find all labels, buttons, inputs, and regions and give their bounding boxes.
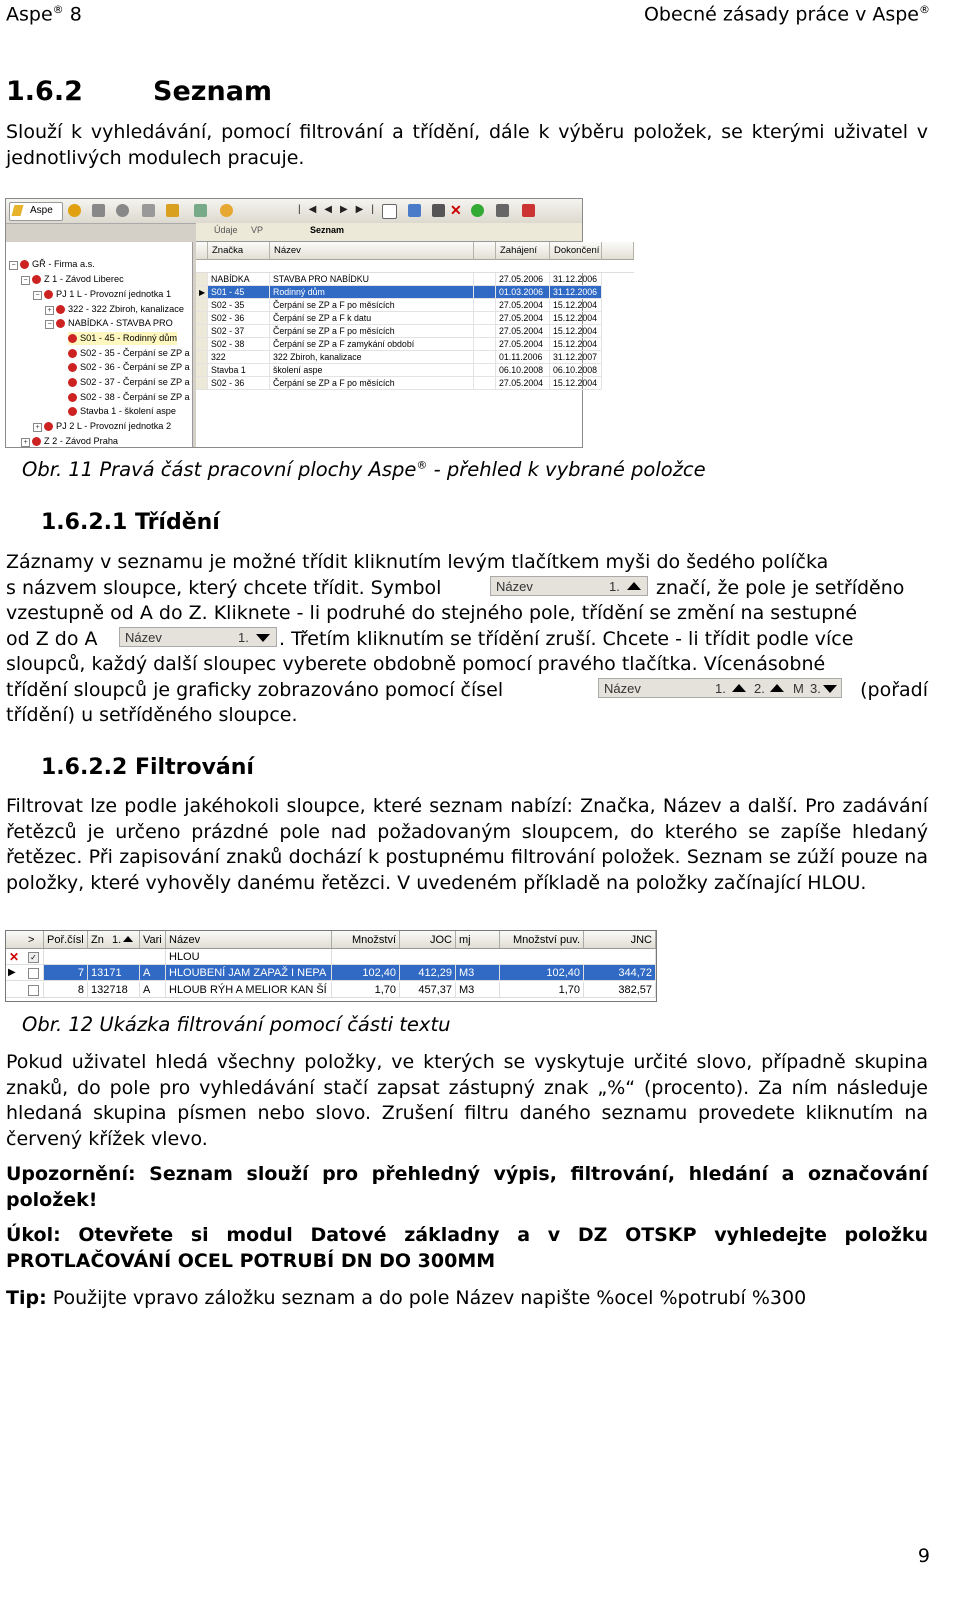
sync-icon[interactable]	[471, 204, 484, 217]
table-cell	[474, 273, 496, 286]
expand-icon[interactable]: +	[45, 306, 54, 315]
tree-item[interactable]: S02 - 35 - Čerpání se ZP a	[68, 347, 190, 360]
table-row[interactable]	[196, 286, 598, 299]
table-cell: 412,29	[400, 965, 456, 981]
tree-item[interactable]: 322 - 322 Zbiroh, kanalizace	[56, 303, 184, 316]
table-cell: Stavba 1	[208, 364, 270, 377]
tree-item[interactable]: S02 - 37 - Čerpání se ZP a	[68, 376, 190, 389]
sort-line-4a: od Z do A	[6, 628, 98, 650]
table-cell: NABÍDKA	[208, 273, 270, 286]
table-cell: 8	[44, 982, 88, 998]
table-cell	[474, 325, 496, 338]
figure-11-caption: Obr. 11 Pravá část pracovní plochy Aspe® - přehled k vybrané položce	[22, 458, 706, 481]
user-icon[interactable]	[166, 204, 179, 217]
sort-ascending-icon	[627, 582, 641, 590]
refresh-icon[interactable]	[68, 204, 81, 217]
table-cell: 27.05.2006	[496, 273, 550, 286]
table-cell: A	[140, 982, 166, 998]
table-cell: 27.05.2004	[496, 312, 550, 325]
table-row[interactable]	[196, 312, 598, 325]
row-indicator	[196, 377, 208, 390]
column-header-mnozstvi[interactable]: Množství	[332, 931, 400, 949]
table-cell: S02 - 38	[208, 338, 270, 351]
table-row[interactable]	[196, 364, 598, 377]
table-cell: 132718	[88, 982, 140, 998]
pencil-icon	[12, 205, 24, 216]
table-cell: 01.11.2006	[496, 351, 550, 364]
table-cell: 15.12.2004	[550, 325, 602, 338]
tree-item[interactable]: NABÍDKA - STAVBA PRO	[56, 317, 173, 330]
table-cell	[474, 351, 496, 364]
table-cell: Čerpání se ZP a F po měsících	[270, 325, 474, 338]
tab-seznam[interactable]: Seznam	[310, 225, 345, 235]
tree-item[interactable]: S02 - 38 - Čerpání se ZP a	[68, 391, 190, 404]
filter-input-empty[interactable]	[44, 949, 166, 965]
warning-paragraph: Upozornění: Seznam slouží pro přehledný výpis, filtrování, hledání a označování položek!	[6, 1163, 928, 1211]
tree-item[interactable]: GŘ - Firma a.s.	[20, 258, 95, 271]
column-header-nazev[interactable]: Název	[166, 931, 332, 949]
save-icon[interactable]	[432, 204, 445, 217]
checkbox-icon[interactable]: ✓	[28, 952, 39, 963]
table-cell: 457,37	[400, 982, 456, 998]
table-row[interactable]	[196, 377, 598, 390]
delete-icon[interactable]: ✕	[450, 202, 462, 218]
table-cell: 06.10.2008	[550, 364, 602, 377]
table-row[interactable]	[196, 325, 598, 338]
filter-input-nazev[interactable]: HLOU	[166, 949, 332, 965]
sort-line-5: sloupců, každý další sloupec vyberete obdobně pomocí pravého tlačítka. Vícenásobné	[6, 653, 826, 675]
table-cell: S02 - 35	[208, 299, 270, 312]
settings-icon[interactable]	[496, 204, 509, 217]
table-cell: Čerpání se ZP a F po měsících	[270, 299, 474, 312]
table-row[interactable]	[196, 338, 598, 351]
table-row[interactable]	[196, 299, 598, 312]
column-header-vp[interactable]	[474, 242, 496, 260]
row-indicator-header	[196, 242, 208, 260]
tab-udaje[interactable]: Údaje	[214, 225, 238, 235]
aspe-menu-button[interactable]: Aspe	[9, 202, 63, 221]
tree-item[interactable]: Z 2 - Závod Praha	[32, 435, 118, 448]
table-cell: Čerpání se ZP a F zamykání období	[270, 338, 474, 351]
table-cell: Rodinný dům	[270, 286, 474, 299]
sort-line-3: vzestupně od A do Z. Kliknete - li podruhé do stejného pole, třídění se změní na sestupné	[6, 602, 858, 624]
row-indicator	[196, 338, 208, 351]
table-cell: 322	[208, 351, 270, 364]
export-icon[interactable]	[522, 204, 535, 217]
table-cell: STAVBA PRO NABÍDKU	[270, 273, 474, 286]
running-header-left: Aspe® 8	[6, 3, 82, 26]
tree-item[interactable]: Stavba 1 - školení aspe	[68, 405, 176, 418]
table-cell: školení aspe	[270, 364, 474, 377]
table-row[interactable]	[196, 273, 598, 286]
table-cell: Čerpání se ZP a F k datu	[270, 312, 474, 325]
running-header-right: Obecné zásady práce v Aspe®	[643, 3, 930, 26]
tree-panel	[6, 242, 193, 447]
reload-icon[interactable]	[116, 204, 129, 217]
column-header-dokonceni[interactable]: Dokončení	[550, 242, 602, 260]
table-cell: 31.12.2006	[550, 273, 602, 286]
table-cell: S02 - 36	[208, 312, 270, 325]
table-cell: S02 - 36	[208, 377, 270, 390]
clear-filter-icon[interactable]: ✕	[9, 950, 20, 964]
tool-icon[interactable]	[194, 204, 207, 217]
table-cell: HLOUBENÍ JAM ZAPAŽ I NEPA	[166, 965, 332, 981]
copy-icon[interactable]	[408, 204, 421, 217]
table-cell: Čerpání se ZP a F po měsících	[270, 377, 474, 390]
column-header-znacka[interactable]: Značka	[208, 242, 270, 260]
table-cell: M3	[456, 965, 500, 981]
column-header-mnozstvi-puv[interactable]: Množství puv.	[500, 931, 584, 949]
table-cell: 13171	[88, 965, 140, 981]
column-header-mj[interactable]: mj	[456, 931, 500, 949]
column-header-jnc[interactable]: JNC	[584, 931, 656, 949]
toolbar	[6, 199, 582, 224]
table-cell: 27.05.2004	[496, 377, 550, 390]
table-cell: 31.12.2007	[550, 351, 602, 364]
row-indicator-header: >	[6, 931, 44, 949]
sort-ascending-symbol: Název 1.	[490, 576, 648, 596]
tree-item[interactable]: Z 1 - Závod Liberec	[32, 273, 124, 286]
collapse-icon[interactable]: −	[45, 320, 54, 329]
collapse-icon[interactable]: −	[21, 276, 30, 285]
table-cell: 27.05.2004	[496, 325, 550, 338]
filter-row[interactable]	[196, 260, 634, 273]
row-indicator[interactable]	[6, 982, 44, 998]
tab-vp[interactable]: VP	[251, 225, 264, 235]
figure-12-screenshot	[5, 930, 657, 1002]
table-cell: 1,70	[332, 982, 400, 998]
collapse-icon[interactable]: −	[33, 291, 42, 300]
collapse-icon[interactable]: −	[9, 261, 18, 270]
multi-sort-symbol: Název 1. 2. M 3.	[598, 678, 842, 698]
sort-line-1: Záznamy v seznamu je možné třídit kliknutím levým tlačítkem myši do šedého políčka	[6, 551, 829, 573]
sort-line-2a: s názvem sloupce, který chcete třídit. Symbol	[6, 577, 442, 599]
sort-ascending-icon	[732, 684, 746, 692]
table-cell: 102,40	[332, 965, 400, 981]
expand-icon[interactable]: +	[21, 438, 30, 447]
table-cell: 7	[44, 965, 88, 981]
table-cell: 382,57	[584, 982, 656, 998]
clear-filter-cell[interactable]	[6, 949, 44, 965]
sort-line-6a: třídění sloupců je graficky zobrazováno pomocí čísel	[6, 679, 504, 701]
table-cell: 27.05.2004	[496, 299, 550, 312]
subsection-heading-trideni: 1.6.2.1 Třídění	[41, 510, 220, 535]
row-indicator[interactable]: ▶	[6, 965, 44, 981]
tree-item-selected[interactable]: S01 - 45 - Rodinný dům	[68, 332, 177, 345]
table-cell: S02 - 37	[208, 325, 270, 338]
table-cell: 15.12.2004	[550, 338, 602, 351]
figure-12-caption: Obr. 12 Ukázka filtrování pomocí části textu	[22, 1013, 451, 1036]
wildcard-paragraph: Pokud uživatel hledá všechny položky, ve kterých se vyskytuje určité slovo, případně skupina znaků, do pole pro vyhledávání stačí zapsat zástupný znak „%“ (procento). Za ním následuje hledaná skupina písmen nebo slovo. Zrušení filtru daného seznamu provedete kliknutím na červený křížek vlevo.	[6, 1051, 928, 1150]
tree-item[interactable]: PJ 1 L - Provozní jednotka 1	[44, 288, 171, 301]
sort-ascending-icon	[770, 684, 784, 692]
column-header-zn[interactable]: Zn 1.	[88, 931, 140, 949]
tip-paragraph: Tip: Použijte vpravo záložku seznam a do pole Název napište %ocel %potrubí %300	[6, 1287, 807, 1309]
table-cell: 322 Zbiroh, kanalizace	[270, 351, 474, 364]
sort-descending-icon	[256, 634, 270, 642]
row-indicator	[196, 273, 208, 286]
filter-paragraph: Filtrovat lze podle jakéhokoli sloupce, které seznam nabízí: Značka, Název a další. Pro zadávání řetězců je určeno prázdné pole nad požadovaným sloupcem, do kterého se zapíše hledaný řetězec. Při zapisování znaků dochází k postupnému filtrování položek. Seznam se zúží pouze na položky, které vyhověly danému řetězci. V uvedeném příkladě na položky začínající HLOU.	[6, 795, 928, 894]
column-header-nazev[interactable]: Název	[270, 242, 474, 260]
table-cell: 344,72	[584, 965, 656, 981]
column-header-por-cisl[interactable]: Poř.čísl	[44, 931, 88, 949]
sort-line-2b: značí, že pole je setříděno	[656, 577, 905, 599]
row-indicator: ▶	[196, 286, 208, 299]
row-indicator	[196, 351, 208, 364]
table-cell: A	[140, 965, 166, 981]
undo-icon[interactable]	[220, 204, 233, 217]
table-cell: 27.05.2004	[496, 338, 550, 351]
cut-icon[interactable]	[92, 204, 105, 217]
task-paragraph: Úkol: Otevřete si modul Datové základny a v DZ OTSKP vyhledejte položku PROTLAČOVÁNÍ OCEL POTRUBÍ DN DO 300MM	[6, 1224, 928, 1272]
table-cell: M3	[456, 982, 500, 998]
table-cell: 102,40	[500, 965, 584, 981]
sort-ascending-icon	[123, 936, 133, 942]
table-cell: S01 - 45	[208, 286, 270, 299]
row-indicator	[196, 325, 208, 338]
table-cell: 15.12.2004	[550, 299, 602, 312]
table-row[interactable]	[196, 351, 598, 364]
column-header-vari[interactable]: Vari	[140, 931, 166, 949]
record-navigation[interactable]: |◀◀▶▶|	[298, 204, 382, 215]
column-header-joc[interactable]: JOC	[400, 931, 456, 949]
rewind-icon[interactable]	[142, 204, 155, 217]
table-cell	[474, 299, 496, 312]
sort-descending-symbol: Název 1.	[119, 627, 277, 647]
filter-input-empty[interactable]	[332, 949, 656, 965]
tree-item[interactable]: PJ 2 L - Provozní jednotka 2	[44, 420, 171, 433]
sort-line-7: třídění) u setříděného sloupce.	[6, 704, 298, 726]
column-header-zahajeni[interactable]: Zahájení	[496, 242, 550, 260]
new-record-icon[interactable]	[382, 204, 397, 219]
table-cell: 01.03.2006	[496, 286, 550, 299]
tab-bar	[196, 223, 582, 242]
sort-line-4b: . Třetím kliknutím se třídění zruší. Chcete - li třídit podle více	[279, 628, 854, 650]
list-grid	[196, 242, 600, 447]
expand-icon[interactable]: +	[33, 423, 42, 432]
row-indicator	[196, 299, 208, 312]
table-cell: HLOUB RÝH A MELIOR KAN ŠÍ	[166, 982, 332, 998]
section-heading: 1.6.2 Seznam	[6, 76, 273, 107]
page-number: 9	[917, 1545, 930, 1567]
column-header-spacer	[602, 242, 634, 260]
subsection-heading-filtrovani: 1.6.2.2 Filtrování	[41, 755, 254, 780]
sort-descending-icon	[823, 685, 837, 693]
row-indicator	[196, 364, 208, 377]
figure-11-screenshot	[5, 198, 600, 448]
table-cell: 1,70	[500, 982, 584, 998]
sort-line-6b: (pořadí	[860, 679, 928, 701]
row-indicator	[196, 312, 208, 325]
tree-item[interactable]: S02 - 36 - Čerpání se ZP a	[68, 361, 190, 374]
table-cell: 15.12.2004	[550, 312, 602, 325]
table-cell	[474, 286, 496, 299]
table-cell	[474, 364, 496, 377]
table-cell: 31.12.2006	[550, 286, 602, 299]
table-cell: 15.12.2004	[550, 377, 602, 390]
table-cell	[474, 312, 496, 325]
table-cell: 06.10.2008	[496, 364, 550, 377]
table-cell	[474, 338, 496, 351]
intro-paragraph: Slouží k vyhledávání, pomocí filtrování a třídění, dále k výběru položek, se kterými uživatel v jednotlivých modulech pracuje.	[6, 121, 928, 169]
table-cell	[474, 377, 496, 390]
